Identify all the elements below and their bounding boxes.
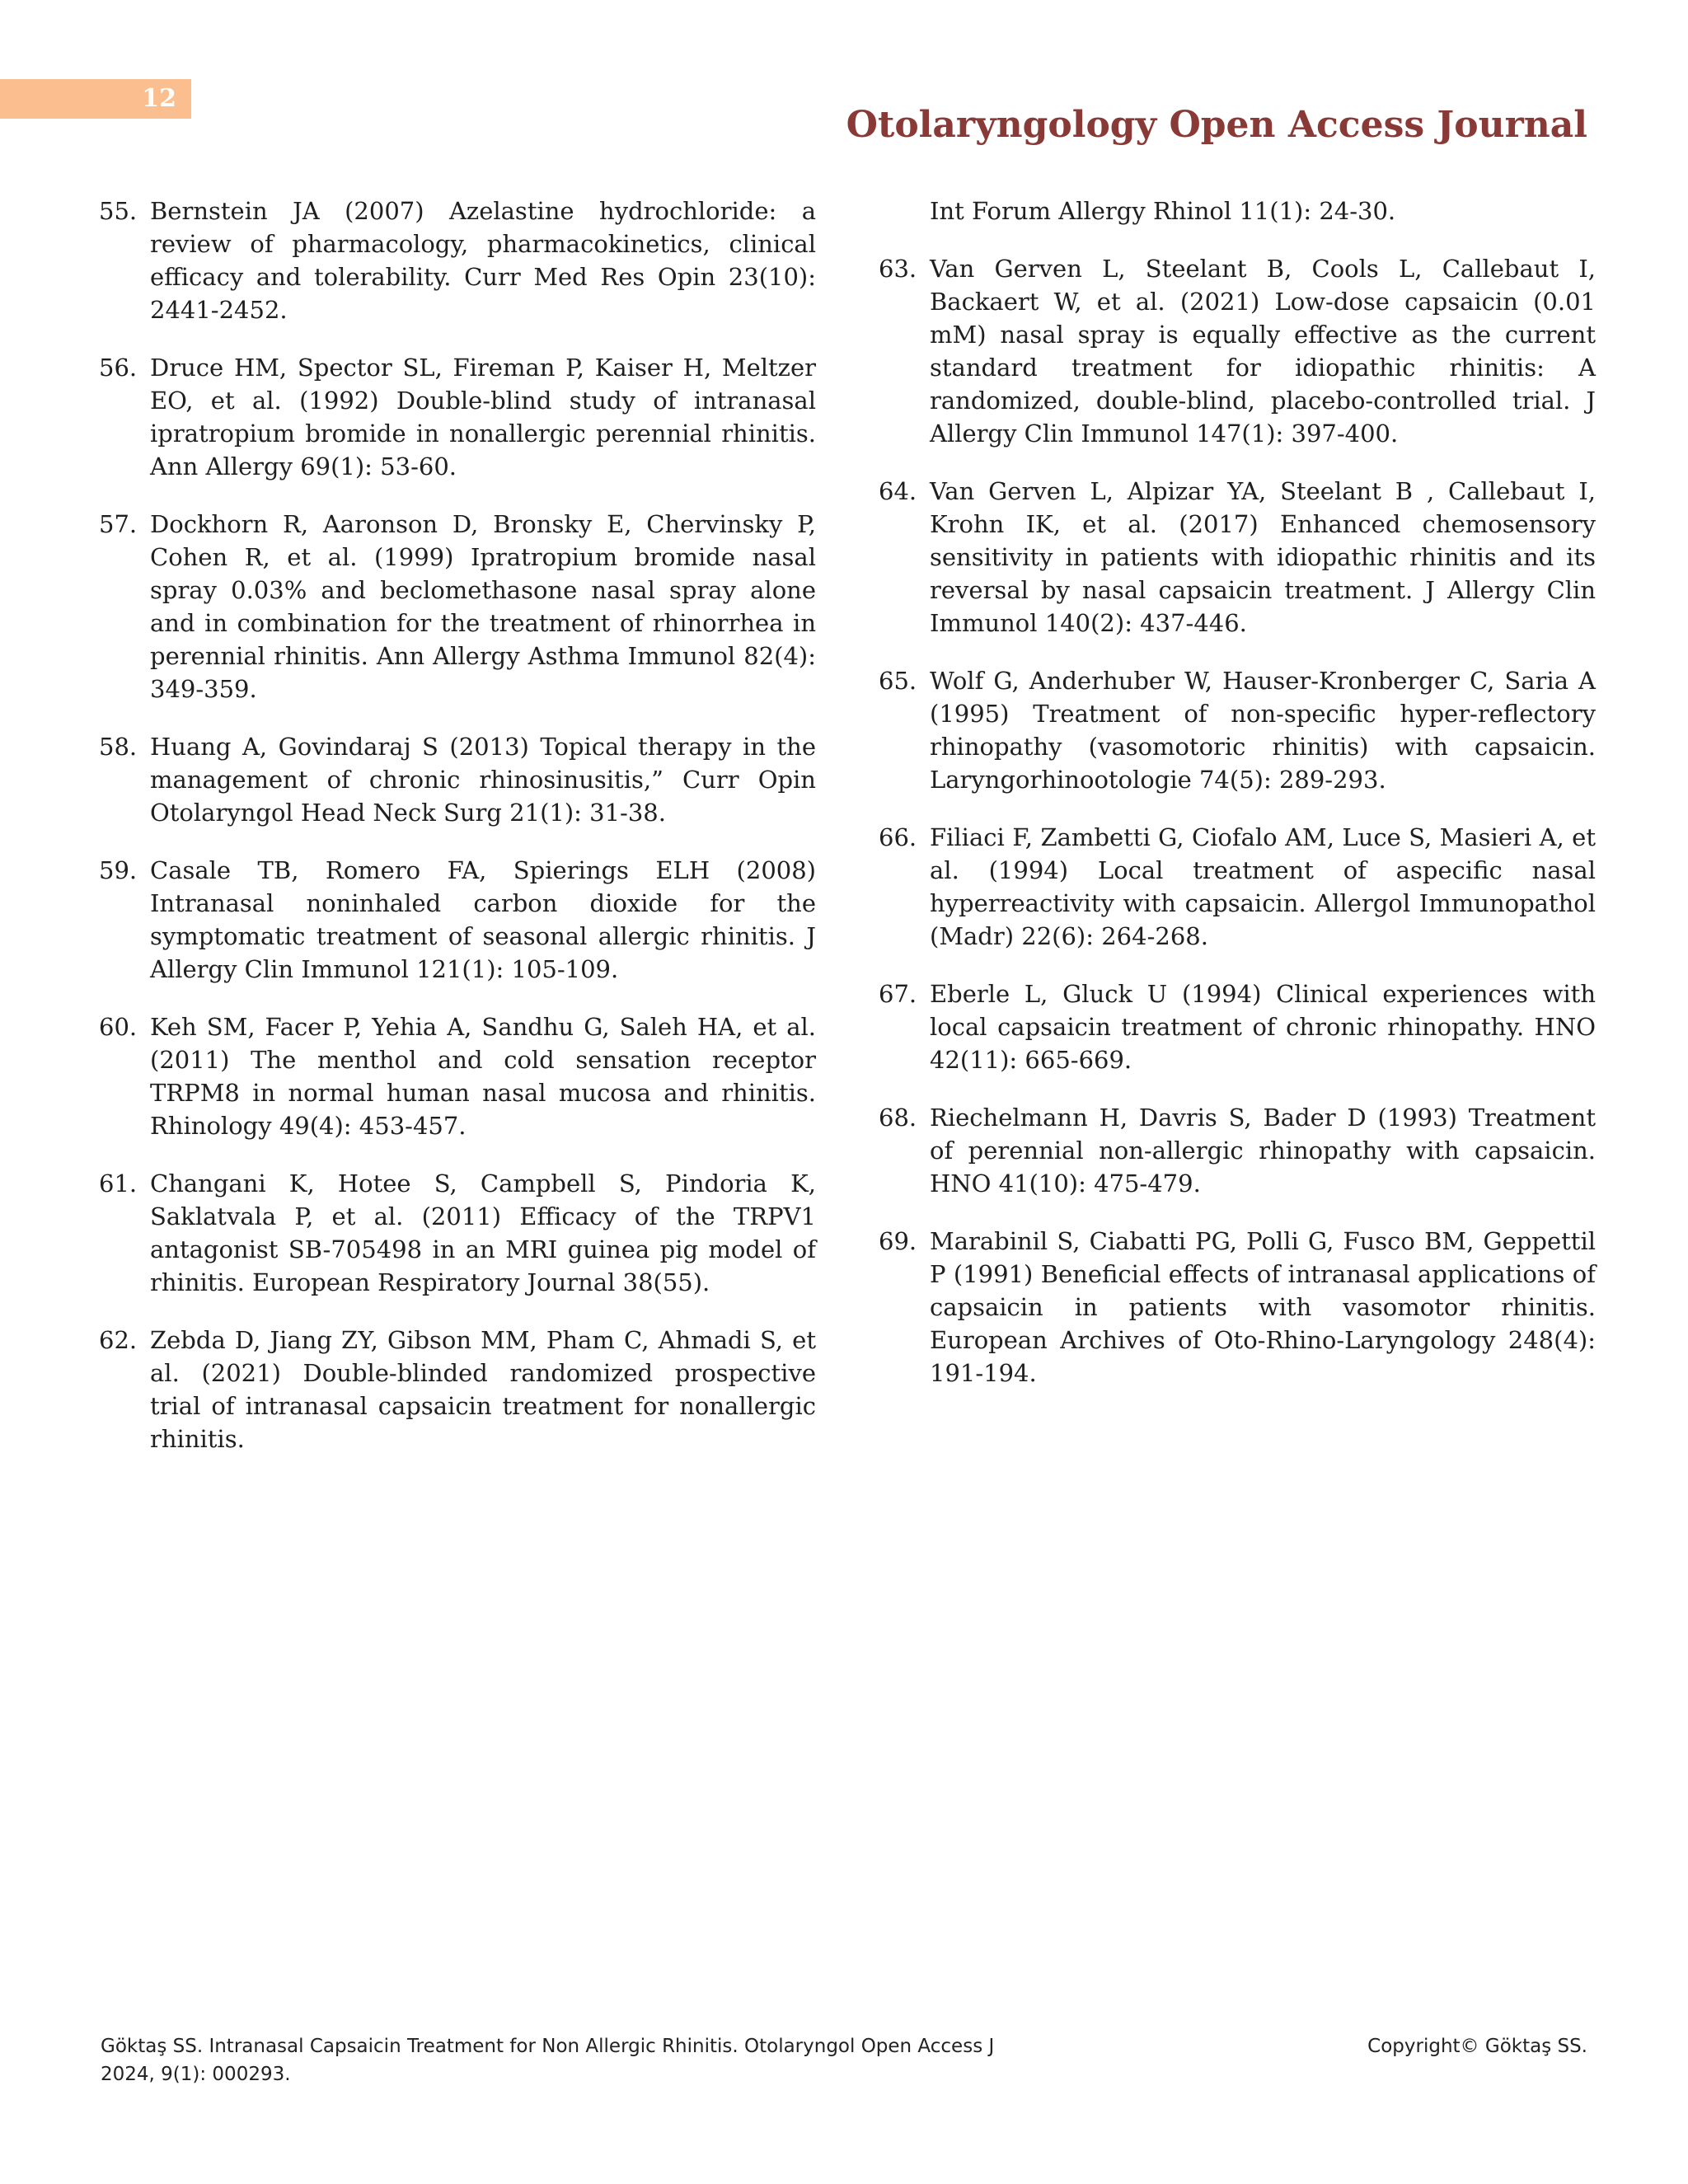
reference-text: Van Gerven L, Alpizar YA, Steelant B , Callebaut I, Krohn IK, et al. (2017) Enhanced chemosensory sensitivity in patients with idiopathic rhinitis and its reversal by nasal capsaicin treatment. J Allergy Clin Immunol 140(2): 437-446. <box>930 477 1596 637</box>
reference-item <box>99 1010 816 1142</box>
reference-text: Filiaci F, Zambetti G, Ciofalo AM, Luce S, Masieri A, et al. (1994) Local treatment of aspecific nasal hyperreactivity with capsaicin. Allergol Immunopathol (Madr) 22(6): 264-268. <box>930 823 1596 950</box>
reference-text: Van Gerven L, Steelant B, Cools L, Callebaut I, Backaert W, et al. (2021) Low-dose capsaicin (0.01 mM) nasal spray is equally effective as the current standard treatment for idiopathic rhinitis: A randomized, double-blind, placebo-controlled trial. J Allergy Clin Immunol 147(1): 397-400. <box>930 255 1596 448</box>
reference-item <box>99 1167 816 1299</box>
reference-item <box>99 351 816 483</box>
reference-number: 67. <box>879 980 917 1008</box>
reference-item <box>879 821 1596 953</box>
reference-item <box>99 730 816 829</box>
journal-title: Otolaryngology Open Access Journal <box>846 104 1587 146</box>
reference-number: 68. <box>879 1104 917 1132</box>
reference-text: Huang A, Govindaraj S (2013) Topical therapy in the management of chronic rhinosinusitis,” Curr Opin Otolaryngol Head Neck Surg 21(1): 31-38. <box>150 733 816 827</box>
reference-item <box>99 854 816 986</box>
reference-number: 65. <box>879 667 917 695</box>
reference-number: 64. <box>879 477 917 505</box>
reference-continuation: Int Forum Allergy Rhinol 11(1): 24-30. <box>930 197 1396 225</box>
reference-number: 60. <box>99 1013 138 1041</box>
references-left-column <box>99 194 816 1480</box>
footer-citation: Göktaş SS. Intranasal Capsaicin Treatment for Non Allergic Rhinitis. Otolaryngol Open Access J 2024, 9(1): 000293. <box>101 2036 995 2085</box>
reference-item <box>879 1101 1596 1200</box>
reference-item <box>879 977 1596 1076</box>
reference-text: Druce HM, Spector SL, Fireman P, Kaiser H, Meltzer EO, et al. (1992) Double-blind study of intranasal ipratropium bromide in nonallergic perennial rhinitis. Ann Allergy 69(1): 53-60. <box>150 354 816 480</box>
reference-number: 59. <box>99 856 138 884</box>
reference-number: 56. <box>99 354 138 382</box>
reference-number: 66. <box>879 823 917 851</box>
reference-text: Casale TB, Romero FA, Spierings ELH (2008) Intranasal noninhaled carbon dioxide for the symptomatic treatment of seasonal allergic rhinitis. J Allergy Clin Immunol 121(1): 105-109. <box>150 856 816 983</box>
reference-item <box>879 475 1596 640</box>
reference-number: 63. <box>879 255 917 283</box>
reference-text: Keh SM, Facer P, Yehia A, Sandhu G, Saleh HA, et al. (2011) The menthol and cold sensation receptor TRPM8 in normal human nasal mucosa and rhinitis. Rhinology 49(4): 453-457. <box>150 1013 816 1140</box>
reference-text: Wolf G, Anderhuber W, Hauser-Kronberger C, Saria A (1995) Treatment of non-specific hyper-reflectory rhinopathy (vasomotoric rhinitis) with capsaicin. Laryngorhinootologie 74(5): 289-293. <box>930 667 1596 794</box>
reference-text: Bernstein JA (2007) Azelastine hydrochloride: a review of pharmacology, pharmacokinetics, clinical efficacy and tolerability. Curr Med Res Opin 23(10): 2441-2452. <box>150 197 816 324</box>
reference-number: 62. <box>99 1326 138 1354</box>
references-right-column <box>879 194 1596 1414</box>
page-number-tab <box>0 79 191 119</box>
reference-text: Riechelmann H, Davris S, Bader D (1993) Treatment of perennial non-allergic rhinopathy with capsaicin. HNO 41(10): 475-479. <box>930 1104 1596 1197</box>
reference-item <box>879 664 1596 796</box>
reference-number: 69. <box>879 1227 917 1255</box>
reference-item <box>879 1225 1596 1390</box>
reference-number: 55. <box>99 197 138 225</box>
reference-item <box>99 194 816 326</box>
reference-text: Dockhorn R, Aaronson D, Bronsky E, Chervinsky P, Cohen R, et al. (1999) Ipratropium bromide nasal spray 0.03% and beclomethasone nasal spray alone and in combination for the treatment of rhinorrhea in perennial rhinitis. Ann Allergy Asthma Immunol 82(4): 349-359. <box>150 510 816 703</box>
reference-text: Eberle L, Gluck U (1994) Clinical experiences with local capsaicin treatment of chronic rhinopathy. HNO 42(11): 665-669. <box>930 980 1596 1074</box>
reference-number: 57. <box>99 510 138 538</box>
page-number: 12 <box>142 84 176 113</box>
reference-number: 58. <box>99 733 138 761</box>
reference-item <box>879 252 1596 450</box>
reference-number: 61. <box>99 1169 138 1197</box>
reference-list-left <box>99 194 816 1455</box>
reference-list-right <box>879 252 1596 1390</box>
reference-text: Marabinil S, Ciabatti PG, Polli G, Fusco BM, Geppettil P (1991) Beneficial effects of intranasal applications of capsaicin in patients with vasomotor rhinitis. European Archives of Oto-Rhino-Laryngology 248(4): 191-194. <box>930 1227 1596 1387</box>
reference-text: Changani K, Hotee S, Campbell S, Pindoria K, Saklatvala P, et al. (2011) Efficacy of the TRPV1 antagonist SB-705498 in an MRI guinea pig model of rhinitis. European Respiratory Journal 38(55). <box>150 1169 816 1296</box>
footer-copyright: Copyright© Göktaş SS. <box>1367 2036 1587 2057</box>
reference-item <box>99 1324 816 1455</box>
reference-text: Zebda D, Jiang ZY, Gibson MM, Pham C, Ahmadi S, et al. (2021) Double-blinded randomized prospective trial of intranasal capsaicin treatment for nonallergic rhinitis. <box>150 1326 816 1453</box>
reference-item <box>99 508 816 705</box>
